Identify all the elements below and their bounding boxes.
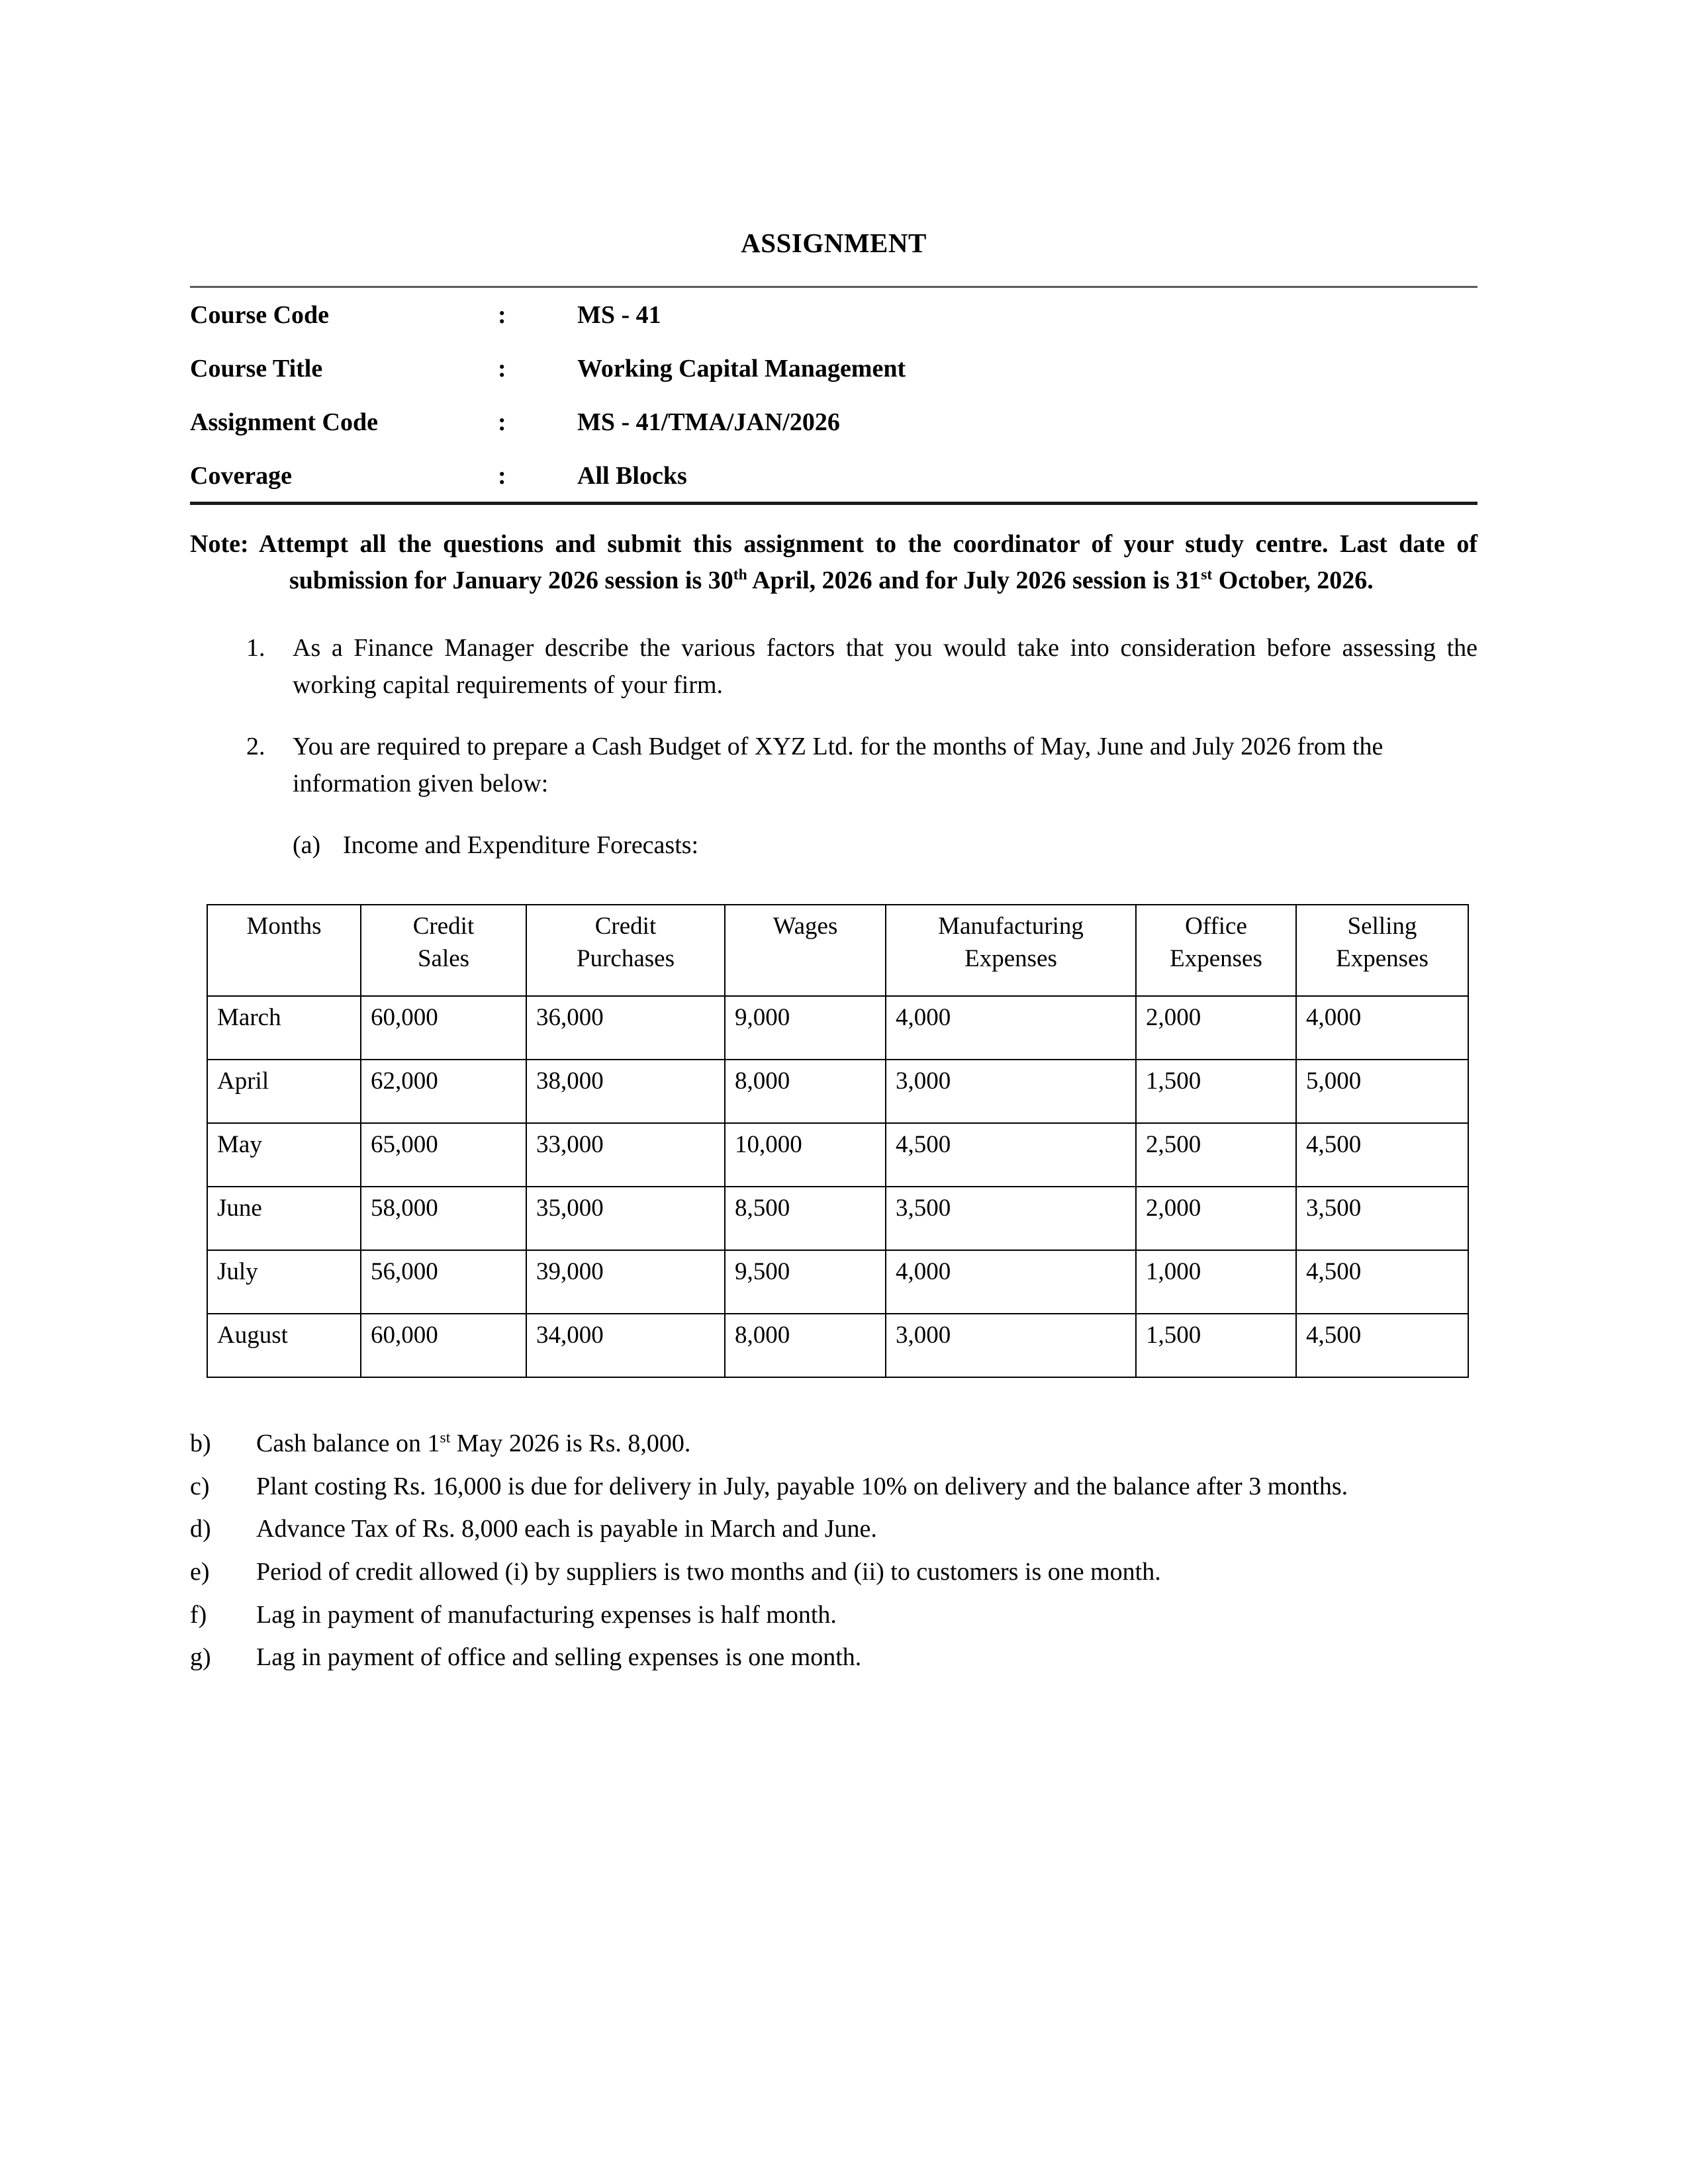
lettered-item-f-letter: f) [190,1600,207,1629]
cell-credit-sales: 65,000 [361,1123,526,1187]
table-body [207,996,1468,1377]
sub-item-a-label: (a) [293,831,321,860]
cell-month: April [207,1060,361,1123]
cell-wages: 9,500 [725,1250,886,1314]
column-header-manufacturing-expenses [886,905,1136,996]
column-header-credit-sales [361,905,526,996]
column-header-credit-purchases-line2: Purchases [577,944,675,972]
lettered-item-e-letter: e) [190,1557,210,1586]
column-header-wages-line1: Wages [773,912,838,940]
meta-colon-coverage: : [498,462,506,490]
table-row [207,1187,1468,1250]
column-header-credit-sales-line2: Sales [417,944,470,972]
cell-wages: 10,000 [725,1123,886,1187]
cell-credit-sales: 58,000 [361,1187,526,1250]
column-header-wages [725,905,886,996]
meta-label-coverage: Coverage [190,462,293,490]
cell-selling-expenses: 3,500 [1296,1187,1468,1250]
cell-office-expenses: 2,000 [1136,996,1296,1060]
cell-credit-sales: 60,000 [361,1314,526,1377]
meta-row-course-code [190,302,1477,328]
header-rule-top [190,286,1477,288]
meta-label-course-title: Course Title [190,355,323,383]
column-header-selling-expenses-line1: Selling [1347,912,1417,940]
lettered-conditions-list [190,1426,1477,1676]
lettered-item-c-letter: c) [190,1472,210,1500]
column-header-credit-purchases [526,905,725,996]
table-row [207,1250,1468,1314]
lettered-item-g [190,1639,1477,1676]
note-superscript-th: th [733,566,747,584]
meta-row-course-title [190,356,1477,381]
page-title: ASSIGNMENT [741,228,927,258]
lettered-item-b [190,1426,1477,1462]
meta-row-assignment-code [190,410,1477,435]
column-header-selling-expenses [1296,905,1468,996]
cell-wages: 9,000 [725,996,886,1060]
lettered-item-c-text: Plant costing Rs. 16,000 is due for delivery in July, payable 10% on delivery and the balance after 3 months. [256,1472,1348,1500]
cell-office-expenses: 2,000 [1136,1187,1296,1250]
note-prefix: Note: [190,530,249,558]
meta-label-assignment-code: Assignment Code [190,408,378,436]
lettered-item-d-letter: d) [190,1515,211,1543]
cell-selling-expenses: 4,000 [1296,996,1468,1060]
lettered-item-g-text: Lag in payment of office and selling expenses is one month. [256,1643,862,1672]
lettered-item-f-text: Lag in payment of manufacturing expenses is half month. [256,1600,837,1629]
cell-month: August [207,1314,361,1377]
meta-value-coverage: All Blocks [577,462,687,490]
lettered-item-b-text-part2: May 2026 is Rs. 8,000. [450,1429,691,1457]
cell-wages: 8,500 [725,1187,886,1250]
lettered-item-f [190,1597,1477,1633]
table-row [207,1123,1468,1187]
lettered-item-b-text-part1: Cash balance on 1 [256,1429,440,1457]
cell-office-expenses: 2,500 [1136,1123,1296,1187]
cell-manufacturing-expenses: 4,500 [886,1123,1136,1187]
table-row [207,1060,1468,1123]
note-text-part3: October, 2026. [1212,566,1374,594]
cell-office-expenses: 1,000 [1136,1250,1296,1314]
cell-credit-purchases: 38,000 [526,1060,725,1123]
column-header-months-line1: Months [246,912,322,940]
table-row [207,1314,1468,1377]
submission-note [190,526,1477,598]
lettered-item-e-text: Period of credit allowed (i) by suppliers is two months and (ii) to customers is one month. [256,1557,1161,1586]
cell-month: May [207,1123,361,1187]
cell-credit-sales: 56,000 [361,1250,526,1314]
question-item-2 [190,729,1477,802]
lettered-item-g-letter: g) [190,1643,211,1672]
column-header-credit-sales-line1: Credit [412,912,475,940]
course-meta-block [190,302,1477,488]
column-header-office-expenses-line1: Office [1185,912,1247,940]
meta-colon-course-title: : [498,355,506,383]
header-rule-bottom [190,502,1477,505]
meta-row-coverage [190,463,1477,488]
column-header-office-expenses [1136,905,1296,996]
sub-item-a [190,827,1477,864]
cell-office-expenses: 1,500 [1136,1314,1296,1377]
meta-value-course-code: MS - 41 [577,301,661,329]
question-item-1 [190,630,1477,704]
cell-wages: 8,000 [725,1314,886,1377]
meta-label-course-code: Course Code [190,301,330,329]
cell-credit-purchases: 39,000 [526,1250,725,1314]
question-text-2: You are required to prepare a Cash Budget of XYZ Ltd. for the months of May, June and July 2026 from the information given below: [293,733,1383,797]
meta-value-course-title: Working Capital Management [577,355,906,383]
income-expenditure-table [207,904,1469,1378]
cell-office-expenses: 1,500 [1136,1060,1296,1123]
column-header-selling-expenses-line2: Expenses [1336,944,1429,972]
column-header-months [207,905,361,996]
cell-credit-purchases: 34,000 [526,1314,725,1377]
meta-value-assignment-code: MS - 41/TMA/JAN/2026 [577,408,840,436]
cell-credit-purchases: 33,000 [526,1123,725,1187]
cell-credit-purchases: 36,000 [526,996,725,1060]
cell-month: June [207,1187,361,1250]
column-header-office-expenses-line2: Expenses [1170,944,1262,972]
column-header-manufacturing-expenses-line2: Expenses [964,944,1057,972]
lettered-item-d [190,1511,1477,1547]
cell-manufacturing-expenses: 3,500 [886,1187,1136,1250]
sub-item-a-text: Income and Expenditure Forecasts: [343,831,699,860]
cell-selling-expenses: 4,500 [1296,1250,1468,1314]
cell-selling-expenses: 4,500 [1296,1123,1468,1187]
note-text-part1: Attempt all the questions and submit this assignment to the coordinator of your study centre. Last date of submission for January 2026 session is 30 [248,530,1477,594]
lettered-item-b-superscript-st: st [440,1429,451,1447]
cell-selling-expenses: 5,000 [1296,1060,1468,1123]
meta-colon-assignment-code: : [498,408,506,436]
cell-manufacturing-expenses: 3,000 [886,1314,1136,1377]
cell-month: July [207,1250,361,1314]
lettered-item-b-letter: b) [190,1429,211,1457]
table-header [207,905,1468,996]
cell-manufacturing-expenses: 3,000 [886,1060,1136,1123]
cell-wages: 8,000 [725,1060,886,1123]
table-row [207,996,1468,1060]
forecast-table-container [190,904,1477,1378]
questions-list [190,630,1477,802]
cell-credit-purchases: 35,000 [526,1187,725,1250]
column-header-credit-purchases-line1: Credit [594,912,657,940]
lettered-item-b-text [256,1426,1477,1462]
note-text-part2: April, 2026 and for July 2026 session is 31 [747,566,1201,594]
page-content [190,0,1477,1682]
lettered-item-e [190,1554,1477,1590]
question-number-1: 1. [246,634,265,662]
meta-colon-course-code: : [498,301,506,329]
note-superscript-st: st [1201,566,1213,584]
question-number-2: 2. [246,733,265,761]
lettered-item-c [190,1469,1477,1505]
cell-manufacturing-expenses: 4,000 [886,1250,1136,1314]
cell-credit-sales: 62,000 [361,1060,526,1123]
cell-month: March [207,996,361,1060]
question-text-1: As a Finance Manager describe the various factors that you would take into consideration before assessing the working capital requirements of your firm. [293,634,1477,699]
column-header-manufacturing-expenses-line1: Manufacturing [938,912,1084,940]
cell-credit-sales: 60,000 [361,996,526,1060]
cell-selling-expenses: 4,500 [1296,1314,1468,1377]
cell-manufacturing-expenses: 4,000 [886,996,1136,1060]
lettered-item-d-text: Advance Tax of Rs. 8,000 each is payable in March and June. [256,1515,877,1543]
table-header-row [207,905,1468,996]
